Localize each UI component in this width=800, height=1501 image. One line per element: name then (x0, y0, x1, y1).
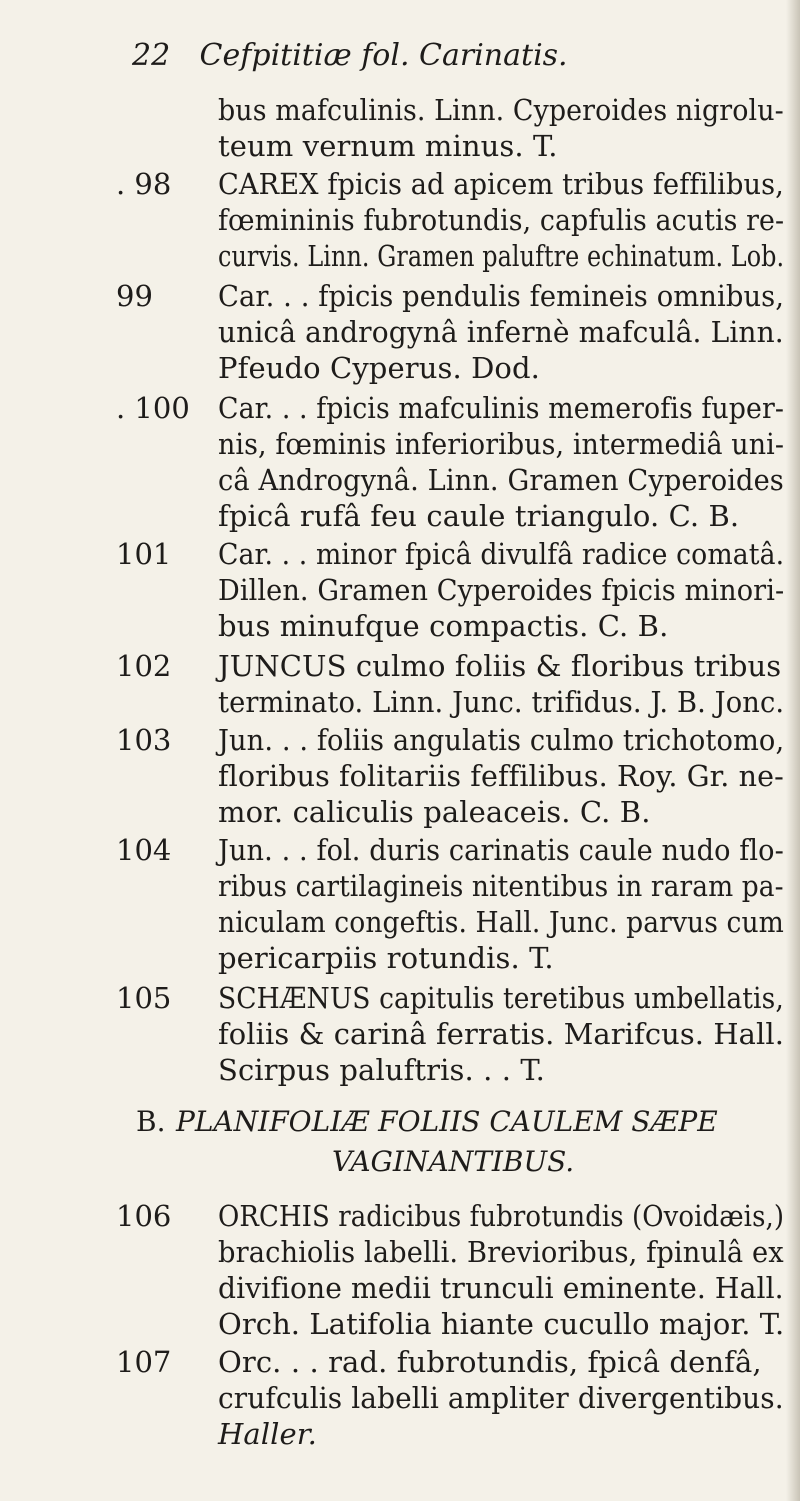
text-line: Dillen. Gramen Cyperoides fpicis minori- (218, 573, 785, 607)
text-line: Jun. . . fol. duris carinatis caule nudo flo- (218, 833, 784, 867)
entry-number: . 98 (116, 167, 172, 201)
text-line: teum vernum minus. T. (218, 129, 558, 163)
text-line: mor. caliculis paleaceis. C. B. (218, 795, 651, 829)
text-line: pericarpiis rotundis. T. (218, 941, 554, 975)
folio-number: 22 (132, 38, 171, 73)
text-line: bus mafculinis. Linn. Cyperoides nigrolu- (218, 93, 784, 127)
section-heading-line2: VAGINANTIBUS. (332, 1145, 575, 1178)
text-line: Haller. (218, 1417, 317, 1451)
text-line: SCHÆNUS capitulis teretibus umbellatis, (218, 981, 784, 1015)
entry-number: . 100 (116, 391, 190, 425)
text-line: brachiolis labelli. Brevioribus, fpinulâ ex (218, 1235, 784, 1269)
text-line: Car. . . minor fpicâ divulfâ radice comatâ. (218, 537, 785, 571)
page-header (132, 36, 732, 76)
entry-number: 104 (116, 833, 172, 867)
text-line: floribus folitariis feffilibus. Roy. Gr. ne- (218, 759, 784, 793)
section-heading-line1: PLANIFOLIÆ FOLIIS CAULEM SÆPE (176, 1105, 718, 1138)
entry-number: 103 (116, 723, 172, 757)
text-line: CAREX fpicis ad apicem tribus feffilibus, (218, 167, 784, 201)
running-title: Cefpititiæ fol. Carinatis. (199, 38, 568, 73)
page-edge-shadow (786, 0, 800, 1501)
text-line: Pfeudo Cyperus. Dod. (218, 351, 540, 385)
text-line: Car. . . fpicis mafculinis memerofis fuper- (218, 391, 785, 425)
text-line: Jun. . . foliis angulatis culmo trichotomo, (218, 723, 785, 757)
text-line: ribus cartilagineis nitentibus in raram pa- (218, 869, 784, 903)
text-line: câ Androgynâ. Linn. Gramen Cyperoides (218, 463, 784, 497)
text-line: fpicâ rufâ feu caule triangulo. C. B. (218, 499, 740, 533)
section-letter: B. (136, 1105, 166, 1138)
entry-number: 102 (116, 649, 172, 683)
text-line: foliis & carinâ ferratis. Marifcus. Hall. (218, 1017, 784, 1051)
text-line: curvis. Linn. Gramen paluftre echinatum. Lob. (218, 239, 785, 273)
text-line: terminato. Linn. Junc. trifidus. J. B. Jonc. (218, 685, 785, 719)
entry-number: 106 (116, 1199, 172, 1233)
text-line: nis, fœminis inferioribus, intermediâ uni- (218, 427, 785, 461)
text-line: divifione medii trunculi eminente. Hall. (218, 1271, 784, 1305)
text-line: Car. . . fpicis pendulis femineis omnibus, (218, 279, 785, 313)
text-line: unicâ androgynâ infernè mafculâ. Linn. (218, 315, 784, 349)
text-line: Orc. . . rad. fubrotundis, fpicâ denfâ, (218, 1345, 762, 1379)
entry-number: 99 (116, 279, 153, 313)
entry-number: 107 (116, 1345, 172, 1379)
text-line: bus minufque compactis. C. B. (218, 609, 669, 643)
text-line: Orch. Latifolia hiante cucullo major. T. (218, 1307, 785, 1341)
text-line: Scirpus paluftris. . . T. (218, 1053, 545, 1087)
entry-number: 105 (116, 981, 172, 1015)
text-line: niculam congeftis. Hall. Junc. parvus cum (218, 905, 784, 939)
text-line: fœmininis fubrotundis, capfulis acutis re- (218, 203, 785, 237)
text-line: JUNCUS culmo foliis & floribus tribus (218, 649, 782, 683)
text-line: ORCHIS radicibus fubrotundis (Ovoidæis,) (218, 1199, 785, 1233)
text-line: crufculis labelli ampliter divergentibus. (218, 1381, 784, 1415)
entry-number: 101 (116, 537, 172, 571)
